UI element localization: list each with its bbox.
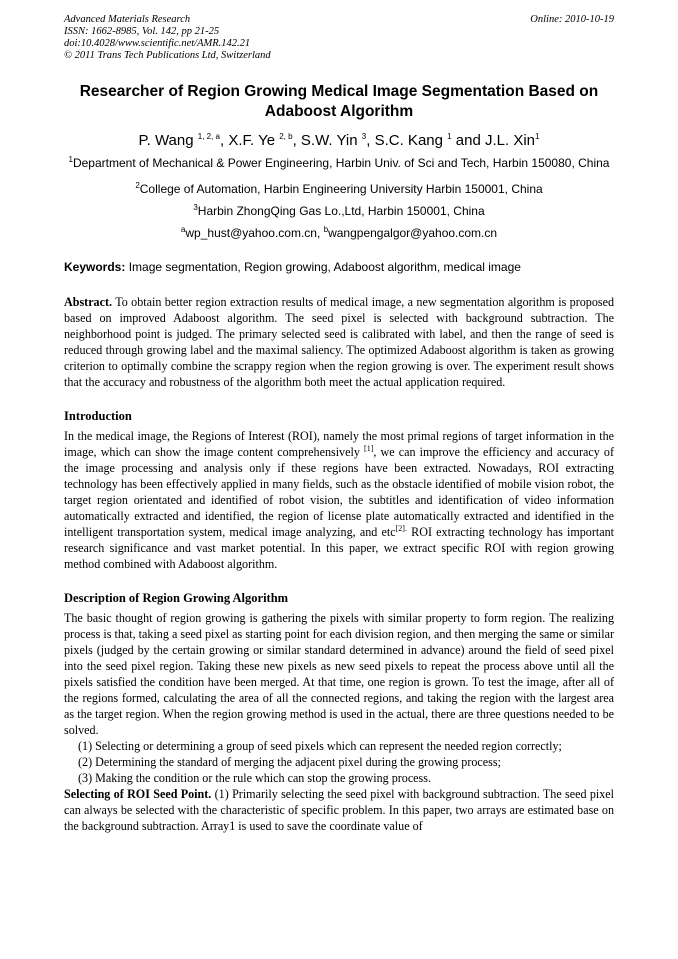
keywords-label: Keywords: [64, 260, 126, 274]
introduction-paragraph [64, 428, 614, 572]
journal-info [64, 14, 271, 62]
intro-text: ROI extracting technology has important research significance and vast market potential. In this paper, we extract specific ROI with region growing method combined with Adaboost algorithm. [64, 525, 614, 571]
author-sep: , [366, 132, 375, 149]
email-line [64, 225, 614, 241]
affiliation-1 [64, 155, 614, 171]
affiliation-sup: 3 [193, 203, 198, 212]
seed-point-text: (1) Primarily selecting the seed pixel with background subtraction. The seed pixel can always be selected with the characteristic of specific problem. In this paper, two arrays are estimated base on the background subtraction. Array1 is used to save the coordinate value of [64, 787, 615, 833]
seed-point-paragraph [64, 786, 614, 834]
journal-copyright: © 2011 Trans Tech Publications Ltd, Switzerland [64, 50, 271, 61]
description-paragraph: The basic thought of region growing is gathering the pixels with similar property to form region. The realizing process is that, taking a seed pixel as starting point for each division region, and then merging the same or similar pixels (judged by the certain growing or similar standard determined in advance) around the field of seed pixel into the seed pixel region. Taking these new pixels as new seed pixels to repeat the process above until all the pixels satisfied the condition have been merged. At that time, one region is grown. To test the image, after all of the regions formed, calculating the area of all the connected regions, and taking the region with the largest area as the target region. When the region growing method is used in the actual, there are three questions needed to be solved. [64, 611, 614, 737]
affiliation-text: Harbin ZhongQing Gas Lo.,Ltd, Harbin 150001, China [197, 204, 485, 218]
author-sup: 1 [447, 132, 452, 141]
email-a: wp_hust@yahoo.com.cn, [185, 226, 321, 240]
introduction-heading: Introduction [64, 409, 132, 423]
author-name: P. Wang [138, 132, 194, 149]
abstract [64, 294, 614, 390]
author-sup: 3 [361, 132, 367, 141]
online-date: Online: 2010-10-19 [530, 14, 614, 25]
author-sup: 1, 2, a [197, 132, 220, 141]
journal-doi: doi:10.4028/www.scientific.net/AMR.142.21 [64, 38, 251, 49]
paper-title: Researcher of Region Growing Medical Image Segmentation Based on Adaboost Algorithm [79, 83, 599, 120]
seed-point-label: Selecting of ROI Seed Point. [64, 787, 212, 801]
email-b: wangpengalgor@yahoo.com.cn [328, 226, 498, 240]
author-sup: 2, b [279, 132, 293, 141]
abstract-label: Abstract. [64, 295, 113, 309]
affiliation-sup: 2 [135, 181, 140, 190]
affiliation-2 [64, 181, 614, 197]
email-sup: b [323, 225, 329, 234]
journal-name: Advanced Materials Research [64, 14, 191, 25]
author-sep: , [220, 132, 229, 149]
running-header [64, 14, 614, 62]
author-name: J.L. Xin [484, 132, 535, 149]
keywords [64, 259, 614, 275]
author-sep: , [292, 132, 301, 149]
author-name: S.C. Kang [374, 132, 443, 149]
intro-text: , we can improve the efficiency and accuracy of the image processing and analysis only if these regions have been extracted. Nowadays, ROI extracting technology has been effectively applied in many fields, such as the obstacle identified of mobile vision robot, the target region orientated and identified of robot vision, the subtitles and identification of video information automatically extracted and identified, the region of license plate automatically extracted and identified in the intelligent transportation system, medical image analyzing, and etc [64, 445, 614, 539]
keywords-text: Image segmentation, Region growing, Adaboost algorithm, medical image [128, 260, 521, 274]
list-item: (2) Determining the standard of merging the adjacent pixel during the growing process; [78, 755, 501, 769]
author-name: X.F. Ye [228, 132, 276, 149]
author-sup: 1 [535, 132, 540, 141]
list-item: (3) Making the condition or the rule which can stop the growing process. [78, 771, 431, 785]
affiliation-text: College of Automation, Harbin Engineering University Harbin 150001, China [139, 182, 543, 196]
author-list [64, 131, 614, 151]
citation-1: [1] [364, 443, 374, 453]
affiliation-text: Department of Mechanical & Power Engineering, Harbin Univ. of Sci and Tech, Harbin 150080, China [72, 156, 610, 170]
journal-issn: ISSN: 1662-8985, Vol. 142, pp 21-25 [64, 26, 220, 37]
email-sup: a [180, 225, 186, 234]
affiliation-3 [64, 203, 614, 219]
author-sep: and [451, 132, 485, 149]
affiliation-sup: 1 [68, 155, 73, 164]
citation-2: [2]. [395, 523, 407, 533]
list-item: (1) Selecting or determining a group of seed pixels which can represent the needed region correctly; [78, 739, 562, 753]
author-name: S.W. Yin [300, 132, 358, 149]
intro-text: In the medical image, the Regions of Interest (ROI), namely the most primal regions of target information in the image, which can show the image content comprehensively [64, 429, 614, 459]
abstract-text: To obtain better region extraction results of medical image, a new segmentation algorithm is proposed based on improved Adaboost algorithm. The seed pixel is selected with background subtraction. The neighborhood point is judged. The primary selected seed is calibrated with label, and then the range of seed is reduced through growing label and the maximal saliency. The optimized Adaboost algorithm is taken as growing criterion to optimally combine the scrappy region when the region growing is over. The experiment result shows that the accuracy and robustness of the algorithm both meet the actual application required. [64, 295, 614, 389]
description-heading: Description of Region Growing Algorithm [64, 591, 289, 605]
